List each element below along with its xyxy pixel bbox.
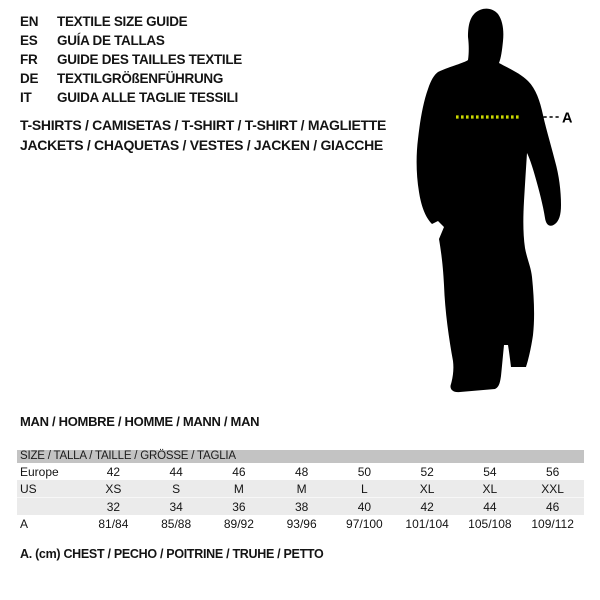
man-silhouette bbox=[417, 9, 561, 393]
table-cell: 40 bbox=[357, 499, 372, 514]
table-cell: 54 bbox=[483, 464, 497, 479]
table-cell: 85/88 bbox=[161, 516, 192, 531]
table-row-us bbox=[17, 480, 584, 497]
category-list bbox=[20, 115, 386, 155]
language-list bbox=[20, 12, 242, 107]
table-cell: 101/104 bbox=[405, 516, 449, 531]
table-row-europe bbox=[17, 463, 584, 480]
table-cell: 48 bbox=[294, 464, 309, 479]
measure-label-a: A bbox=[562, 110, 573, 127]
table-row-numeric bbox=[17, 497, 584, 515]
table-cell: S bbox=[172, 481, 181, 496]
table-cell: 44 bbox=[483, 499, 497, 514]
table-cell: 42 bbox=[106, 464, 121, 479]
table-cell: 50 bbox=[357, 464, 372, 479]
language-title: GUIDA ALLE TAGLIE TESSILI bbox=[57, 90, 238, 105]
language-title: GUIDE DES TAILLES TEXTILE bbox=[57, 52, 243, 67]
category-line-tshirts: T-SHIRTS / CAMISETAS / T-SHIRT / T-SHIRT / MAGLIETTE bbox=[20, 117, 387, 133]
size-table-header: SIZE / TALLA / TAILLE / GRÖSSE / TAGLIA bbox=[17, 450, 584, 463]
table-cell: 81/84 bbox=[98, 516, 129, 531]
table-cell: 56 bbox=[545, 464, 560, 479]
table-cell: 97/100 bbox=[346, 516, 383, 531]
table-cell: M bbox=[233, 481, 244, 496]
language-row bbox=[20, 69, 242, 88]
section-title-man: MAN / HOMBRE / HOMME / MANN / MAN bbox=[20, 414, 260, 429]
language-row bbox=[20, 88, 242, 107]
category-line-jackets: JACKETS / CHAQUETAS / VESTES / JACKEN / GIACCHE bbox=[20, 137, 383, 153]
language-row bbox=[20, 12, 242, 31]
language-title: TEXTILE SIZE GUIDE bbox=[57, 14, 188, 29]
table-cell: XXL bbox=[541, 481, 564, 496]
table-cell: 34 bbox=[169, 499, 183, 514]
table-cell: 44 bbox=[169, 464, 183, 479]
language-title: TEXTILGRÖßENFÜHRUNG bbox=[57, 71, 224, 86]
language-code: IT bbox=[20, 90, 32, 105]
table-cell: 36 bbox=[232, 499, 246, 514]
table-cell: 46 bbox=[232, 464, 246, 479]
table-cell: 109/112 bbox=[531, 516, 574, 531]
man-silhouette-figure bbox=[400, 0, 600, 410]
language-code: ES bbox=[20, 33, 38, 48]
language-code: FR bbox=[20, 52, 38, 67]
measurement-footnote: A. (cm) CHEST / PECHO / POITRINE / TRUHE / PETTO bbox=[20, 547, 324, 561]
table-cell: XL bbox=[482, 481, 498, 496]
table-cell: 42 bbox=[420, 499, 434, 514]
row-label: US bbox=[20, 481, 37, 496]
table-cell: L bbox=[361, 481, 368, 496]
size-table bbox=[17, 450, 584, 532]
table-cell: 38 bbox=[294, 499, 309, 514]
table-cell: 52 bbox=[420, 464, 434, 479]
language-code: DE bbox=[20, 71, 39, 86]
table-cell: 89/92 bbox=[223, 516, 254, 531]
table-cell: XL bbox=[419, 481, 435, 496]
language-title: GUÍA DE TALLAS bbox=[57, 33, 165, 48]
row-label: A bbox=[20, 516, 29, 531]
table-cell: 32 bbox=[106, 499, 121, 514]
table-cell: M bbox=[296, 481, 307, 496]
language-row bbox=[20, 50, 242, 69]
row-label: Europe bbox=[20, 464, 59, 479]
table-cell: XS bbox=[105, 481, 122, 496]
table-cell: 46 bbox=[545, 499, 560, 514]
language-row bbox=[20, 31, 242, 50]
language-code: EN bbox=[20, 14, 39, 29]
table-cell: 105/108 bbox=[468, 516, 512, 531]
table-cell: 93/96 bbox=[286, 516, 317, 531]
table-row-chest-a bbox=[17, 515, 584, 532]
